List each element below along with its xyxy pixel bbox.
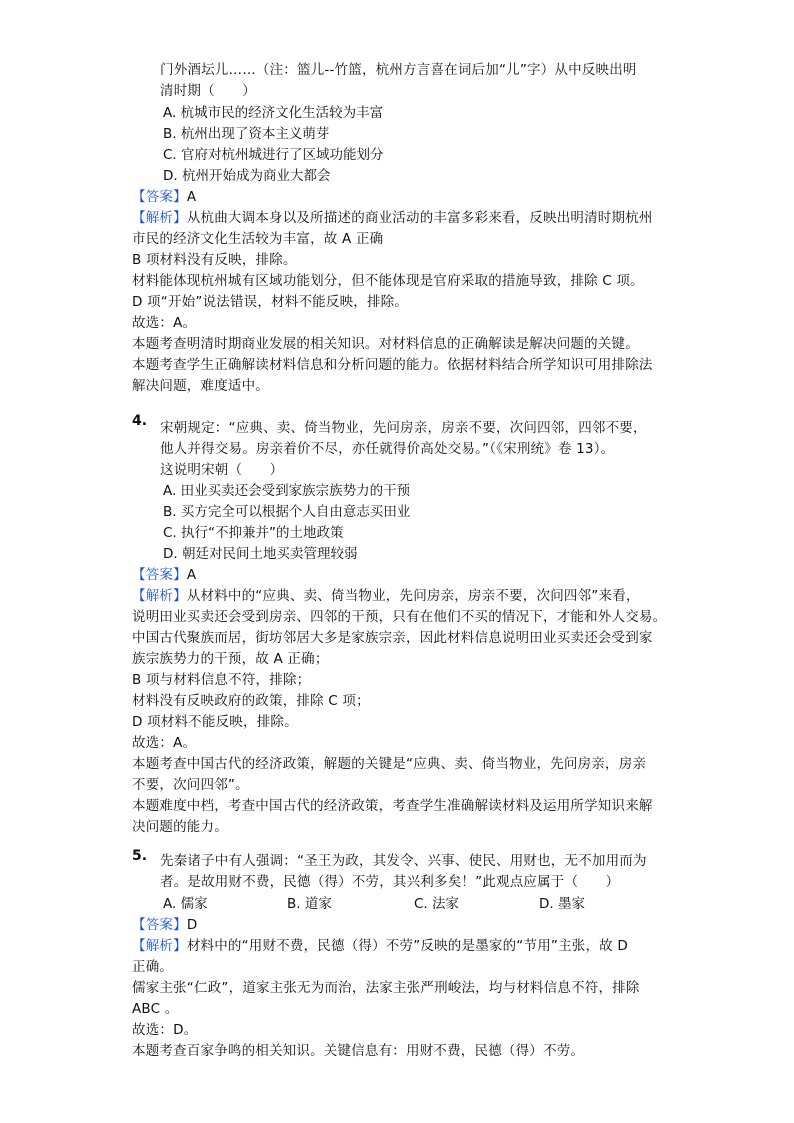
q3-analysis-line: 故选：A。	[132, 315, 197, 331]
q3-analysis-first	[132, 208, 653, 228]
q4-stem-line-3: 这说明宋朝（ ）	[160, 462, 284, 478]
q5-option-b: B. 道家	[287, 896, 332, 912]
answer-tag: 【答案】	[132, 189, 187, 205]
q5-option-c: C. 法家	[414, 896, 460, 912]
q4-analysis-line: 说明田业买卖还会受到房亲、四邻的干预，只有在他们不买的情况下，才能和外人交易。	[132, 609, 667, 625]
q5-stem-line-2: 者。是故用财不费，民德（得）不劳，其兴利多矣！”此观点应属于（ ）	[160, 874, 620, 890]
q5-analysis-line: 故选：D。	[132, 1022, 198, 1038]
q4-analysis-line: 故选：A。	[132, 735, 197, 751]
analysis-text: 从杭曲大调本身以及所描述的商业活动的丰富多彩来看，反映出明清时期杭州	[186, 210, 653, 226]
q3-option-c: C. 官府对杭州城进行了区域功能划分	[163, 147, 384, 163]
q4-analysis-line: 材料没有反映政府的政策，排除 C 项；	[132, 693, 370, 709]
q4-number: 4.	[132, 413, 148, 429]
q5-option-d: D. 墨家	[539, 896, 585, 912]
q4-stem-line-2: 他人并得交易。房亲着价不尽，亦任就得价高处交易。”（《宋刑统》卷 13）。	[160, 441, 615, 457]
q4-analysis-line: 本题考查中国古代的经济政策，解题的关键是“应典、卖、倚当物业，先问房亲，房亲	[132, 756, 647, 772]
analysis-tag: 【解析】	[132, 588, 187, 604]
q4-analysis-line: 本题难度中档，考查中国古代的经济政策，考查学生准确解读材料及运用所学知识来解	[132, 798, 653, 814]
q4-analysis-first	[132, 586, 640, 606]
q3-option-a: A. 杭城市民的经济文化生活较为丰富	[163, 105, 384, 121]
q3-analysis-line: B 项材料没有反映，排除。	[132, 252, 297, 268]
q5-analysis-line: 儒家主张“仁政”，道家主张无为而治，法家主张严刑峻法，均与材料信息不符，排除	[132, 980, 640, 996]
q5-number: 5.	[132, 848, 148, 864]
answer-tag: 【答案】	[132, 917, 187, 933]
analysis-text: 从材料中的“应典、卖、倚当物业，先问房亲，房亲不要，次问四邻”来看，	[186, 588, 640, 604]
q3-answer	[132, 187, 196, 207]
answer-tag: 【答案】	[132, 567, 187, 583]
q5-analysis-first	[132, 936, 628, 956]
q4-analysis-line: 不要，次问四邻”。	[132, 777, 249, 793]
q4-analysis-line: B 项与材料信息不符，排除；	[132, 672, 311, 688]
q3-analysis-line: 解决问题，难度适中。	[132, 378, 269, 394]
q3-analysis-line: 本题考查明清时期商业发展的相关知识。对材料信息的正确解读是解决问题的关键。	[132, 336, 639, 352]
q5-analysis-line: 正确。	[132, 959, 174, 975]
analysis-tag: 【解析】	[132, 210, 187, 226]
q5-analysis-line: ABC 。	[132, 1001, 179, 1017]
analysis-text: 材料中的“用财不费，民德（得）不劳”反映的是墨家的“节用”主张，故 D	[186, 938, 628, 954]
q3-stem-line-1: 门外酒坛儿……（注：篮儿--竹篮，杭州方言喜在词后加“儿”字）从中反映出明	[160, 62, 637, 78]
q4-option-a: A. 田业买卖还会受到家族宗族势力的干预	[163, 483, 411, 499]
answer-value: A	[186, 567, 197, 583]
q3-option-d: D. 杭州开始成为商业大都会	[163, 168, 331, 184]
analysis-tag: 【解析】	[132, 938, 187, 954]
q4-option-b: B. 买方完全可以根据个人自由意志买田业	[163, 504, 411, 520]
answer-value: A	[186, 189, 197, 205]
q4-option-c: C. 执行“不抑兼并”的土地政策	[163, 525, 344, 541]
q3-analysis-line: 本题考查学生正确解读材料信息和分析问题的能力。依据材料结合所学知识可用排除法	[132, 357, 653, 373]
q5-analysis-line: 本题考查百家争鸣的相关知识。关键信息有：用财不费，民德（得）不劳。	[132, 1043, 585, 1059]
q4-option-d: D. 朝廷对民间土地买卖管理较弱	[163, 546, 358, 562]
q5-stem-line-1: 先秦诸子中有人强调：“圣王为政，其发令、兴事、使民、用财也，无不加用而为	[160, 853, 647, 869]
q3-analysis-line: 市民的经济文化生活较为丰富，故 A 正确	[132, 231, 384, 247]
answer-value: D	[186, 917, 198, 933]
q4-analysis-line: 决问题的能力。	[132, 819, 228, 835]
q3-analysis-line: D 项“开始”说法错误，材料不能反映，排除。	[132, 294, 409, 310]
q3-stem-line-2: 清时期（ ）	[160, 83, 256, 99]
q4-analysis-line: 族宗族势力的干预，故 A 正确；	[132, 651, 329, 667]
q4-answer	[132, 565, 196, 585]
q5-answer	[132, 915, 197, 935]
q4-analysis-line: 中国古代聚族而居，街坊邻居大多是家族宗亲，因此材料信息说明田业买卖还会受到家	[132, 630, 653, 646]
q3-analysis-line: 材料能体现杭州城有区域功能划分，但不能体现是官府采取的措施导致，排除 C 项。	[132, 273, 644, 289]
q3-option-b: B. 杭州出现了资本主义萌芽	[163, 126, 330, 142]
q5-option-a: A. 儒家	[163, 896, 208, 912]
q4-stem-line-1: 宋朝规定：“应典、卖、倚当物业，先问房亲，房亲不要，次问四邻，四邻不要，	[160, 420, 647, 436]
q4-analysis-line: D 项材料不能反映，排除。	[132, 714, 298, 730]
